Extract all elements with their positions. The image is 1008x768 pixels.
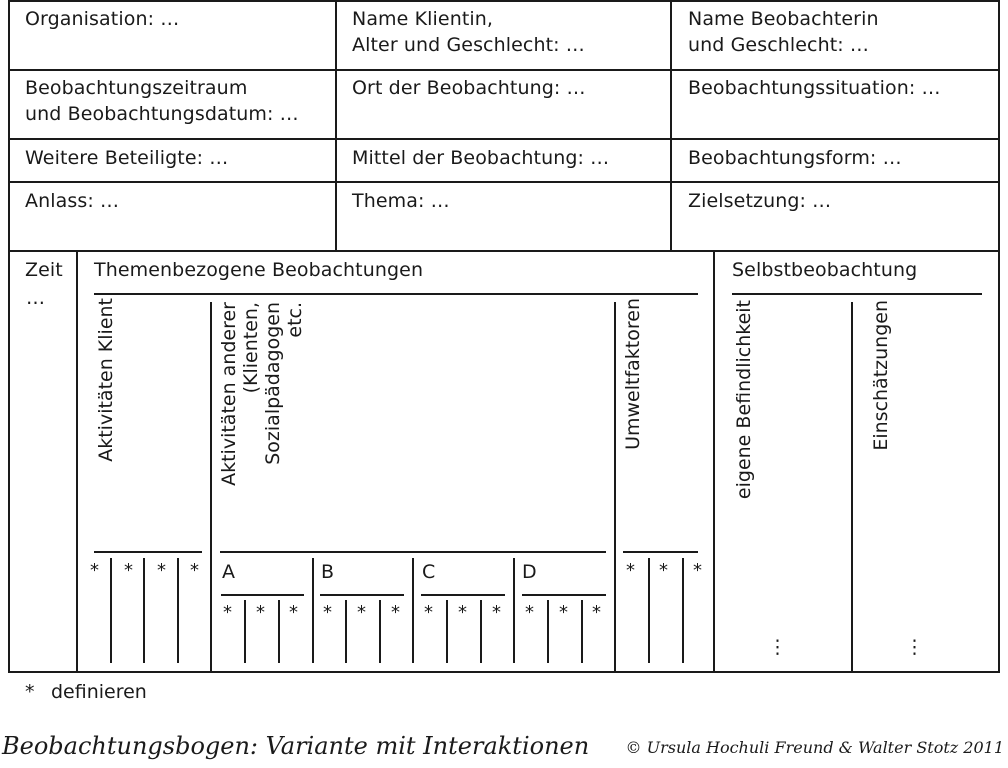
group-underline: [522, 594, 606, 596]
sub-col-line: [244, 600, 246, 663]
sub-underline: [623, 551, 698, 553]
footnote-star: *: [25, 681, 35, 703]
vertical-ellipsis: ⋮: [768, 636, 787, 658]
zeit-label: Zeit: [25, 259, 63, 281]
field-mittel: Mittel der Beobachtung: …: [352, 147, 610, 169]
group-label-b: B: [321, 561, 335, 583]
header-row-divider: [8, 69, 1000, 71]
group-label-a: A: [222, 561, 235, 583]
sub-col-line: [446, 600, 448, 663]
star-marker: *: [559, 602, 568, 623]
star-marker: *: [90, 560, 99, 581]
star-marker: *: [458, 602, 467, 623]
star-marker: *: [289, 602, 298, 623]
field-weitere-beteiligte: Weitere Beteiligte: …: [25, 147, 229, 169]
sub-col-line: [480, 600, 482, 663]
star-marker: *: [492, 602, 501, 623]
sub-underline: [220, 551, 606, 553]
group-label-d: D: [522, 561, 537, 583]
selbst-col-divider: [851, 302, 853, 673]
sub-col-line: [379, 600, 381, 663]
sub-col-line: [278, 600, 280, 663]
star-marker: *: [693, 560, 702, 581]
star-marker: *: [424, 602, 433, 623]
header-col-divider: [670, 0, 672, 252]
field-beobachtungssituation: Beobachtungssituation: …: [688, 77, 941, 99]
star-marker: *: [256, 602, 265, 623]
field-zielsetzung: Zielsetzung: …: [688, 190, 832, 212]
selbst-divider: [713, 250, 715, 673]
caption-title: Beobachtungsbogen: Variante mit Interaktionen: [2, 732, 590, 760]
star-marker: *: [525, 602, 534, 623]
themen-col-divider: [210, 302, 212, 673]
field-name-klientin: Name Klientin, Alter und Geschlecht: …: [352, 8, 585, 56]
zeit-dots: …: [26, 287, 46, 309]
sub-underline: [94, 551, 202, 553]
themen-underline: [94, 293, 698, 295]
star-marker: *: [124, 560, 133, 581]
selbst-underline: [732, 293, 982, 295]
group-divider: [412, 558, 414, 663]
sub-col-line: [547, 600, 549, 663]
star-marker: *: [659, 560, 668, 581]
sub-col-line: [581, 600, 583, 663]
sub-col-line: [682, 558, 684, 663]
themen-heading: Themenbezogene Beobachtungen: [94, 259, 424, 281]
group-label-c: C: [422, 561, 436, 583]
header-col-divider: [335, 0, 337, 252]
col-eigene-befindlichkeit: eigene Befindlichkeit: [733, 300, 755, 500]
field-name-beobachterin: Name Beobachterin und Geschlecht: …: [688, 8, 879, 56]
field-beobachtungszeitraum: Beobachtungszeitraum und Beobachtungsdatum: …: [25, 77, 299, 125]
header-row-divider: [8, 181, 1000, 183]
field-beobachtungsform: Beobachtungsform: …: [688, 147, 902, 169]
zeit-divider: [76, 250, 78, 673]
group-divider: [312, 558, 314, 663]
field-organisation: Organisation: …: [25, 8, 180, 30]
col-umweltfaktoren: Umweltfaktoren: [622, 298, 644, 450]
vertical-ellipsis: ⋮: [905, 636, 924, 658]
sub-col-line: [345, 600, 347, 663]
group-underline: [421, 594, 505, 596]
sub-col-line: [177, 558, 179, 663]
col-einschaetzungen: Einschätzungen: [870, 300, 892, 451]
field-anlass: Anlass: …: [25, 190, 120, 212]
group-underline: [221, 594, 304, 596]
field-thema: Thema: …: [352, 190, 450, 212]
header-row-divider: [8, 138, 1000, 140]
star-marker: *: [190, 560, 199, 581]
footnote-text: definieren: [51, 681, 147, 703]
star-marker: *: [157, 560, 166, 581]
sub-col-line: [143, 558, 145, 663]
sub-col-line: [110, 558, 112, 663]
group-underline: [320, 594, 404, 596]
star-marker: *: [592, 602, 601, 623]
col-aktivitaeten-anderer: Aktivitäten anderer (Klienten, Sozialpädagogen etc.: [218, 302, 306, 486]
group-divider: [513, 558, 515, 663]
star-marker: *: [391, 602, 400, 623]
field-ort: Ort der Beobachtung: …: [352, 77, 586, 99]
star-marker: *: [223, 602, 232, 623]
star-marker: *: [323, 602, 332, 623]
selbst-heading: Selbstbeobachtung: [732, 259, 918, 281]
col-aktivitaeten-klient: Aktivitäten Klient: [95, 298, 117, 462]
themen-col-divider: [614, 302, 616, 673]
star-marker: *: [357, 602, 366, 623]
star-marker: *: [626, 560, 635, 581]
caption-copyright: © Ursula Hochuli Freund & Walter Stotz 2011: [625, 738, 1004, 757]
sub-col-line: [648, 558, 650, 663]
